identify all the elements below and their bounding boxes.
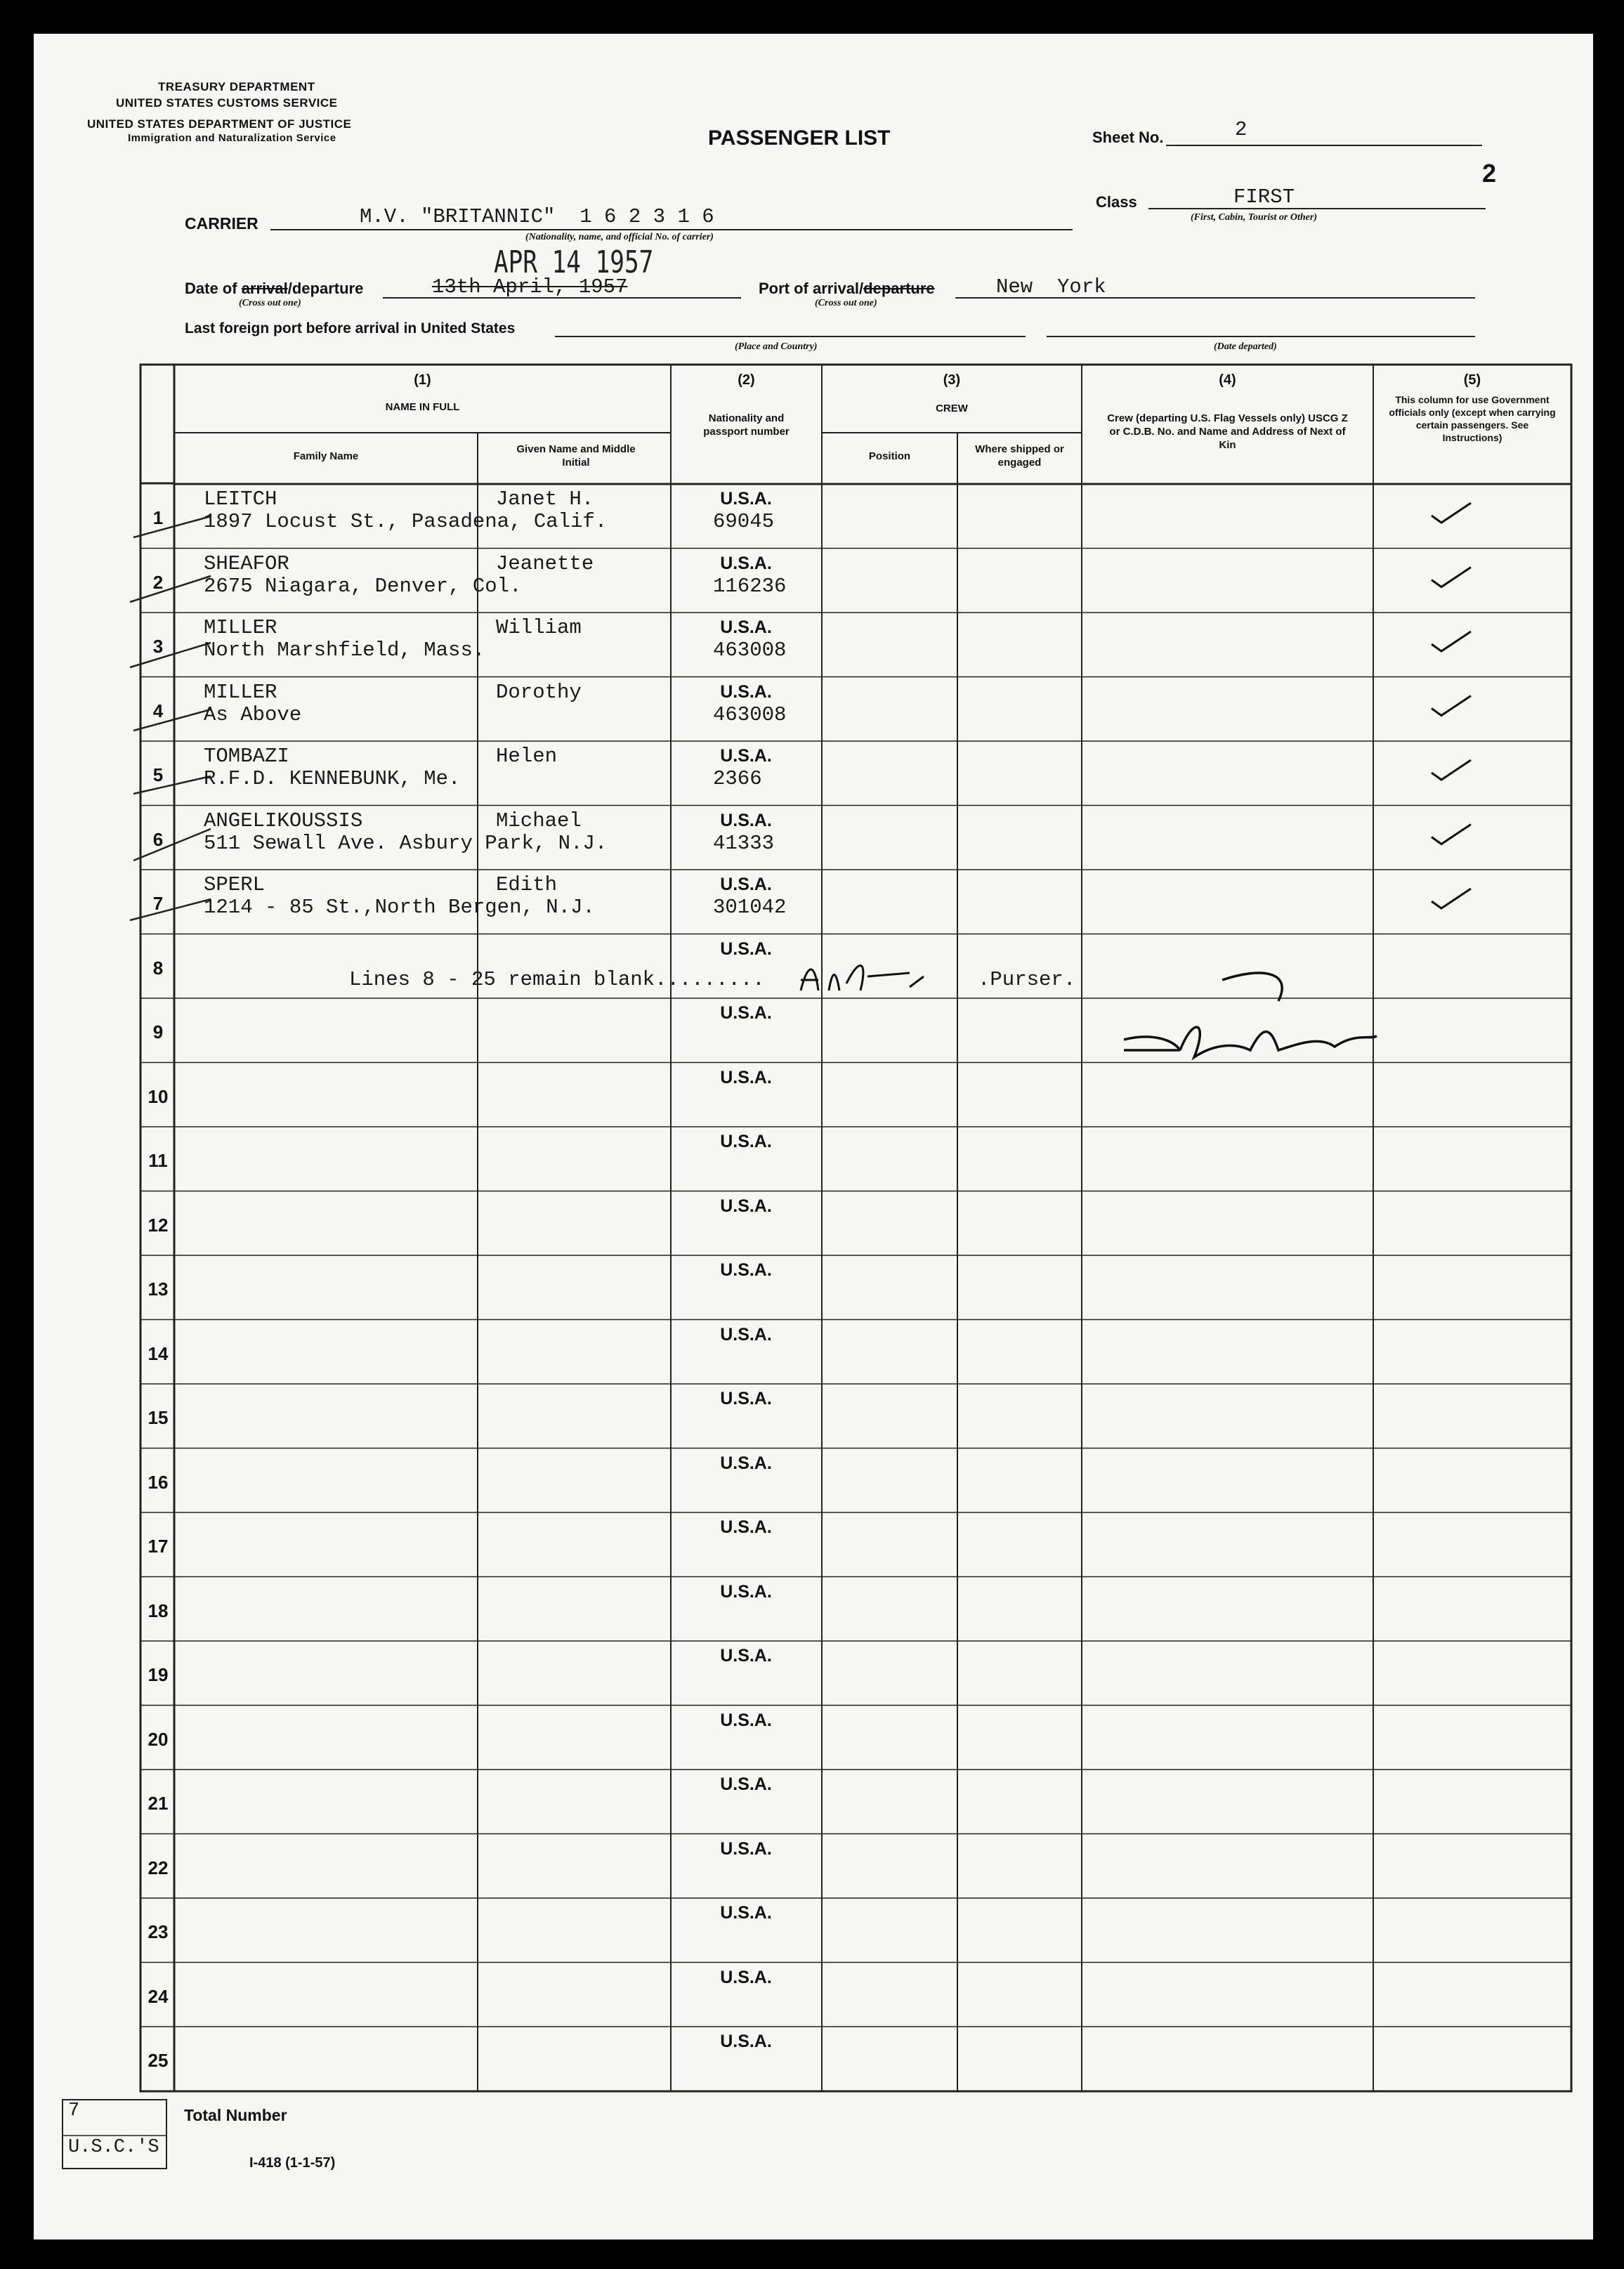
total-number-suffix: U.S.C.'S xyxy=(68,2137,159,2158)
line-number: 3 xyxy=(152,636,164,657)
nationality: U.S.A. xyxy=(720,553,772,573)
line-number: 8 xyxy=(152,957,164,979)
carrier-caption: (Nationality, name, and official No. of carrier) xyxy=(525,232,714,242)
sheet-underline xyxy=(1166,145,1482,146)
col3-title: CREW xyxy=(936,403,968,414)
line-number: 10 xyxy=(148,1085,169,1107)
agency-line-4: Immigration and Naturalization Service xyxy=(128,132,336,144)
passport-number: 463008 xyxy=(713,702,787,726)
col2-title: Nationality and passport number xyxy=(703,412,790,438)
family-name: SPERL xyxy=(204,873,266,896)
given-name-header: Given Name and Middle Initial xyxy=(516,443,636,469)
carrier-value: M.V. "BRITANNIC" 1 6 2 3 1 6 xyxy=(360,205,714,228)
agency-line-3: UNITED STATES DEPARTMENT OF JUSTICE xyxy=(87,117,352,131)
address: 2675 Niagara, Denver, Col. xyxy=(204,574,522,598)
date-departed-underline xyxy=(1047,336,1475,337)
port-value: New York xyxy=(996,275,1106,299)
address: North Marshfield, Mass. xyxy=(204,639,485,662)
line-number: 21 xyxy=(148,1793,169,1814)
sheet-label: Sheet No. xyxy=(1092,129,1164,146)
line-number: 11 xyxy=(148,1150,168,1171)
given-name: Michael xyxy=(496,809,582,832)
passport-number: 69045 xyxy=(713,510,775,533)
nationality: U.S.A. xyxy=(720,1646,772,1666)
class-label: Class xyxy=(1096,193,1137,211)
nationality: U.S.A. xyxy=(720,1774,772,1794)
nationality: U.S.A. xyxy=(720,1967,772,1987)
passport-number: 116236 xyxy=(713,574,787,598)
total-number-value: 7 xyxy=(68,2100,80,2121)
nationality: U.S.A. xyxy=(720,810,772,830)
family-name: SHEAFOR xyxy=(204,551,289,575)
date-departed-caption: (Date departed) xyxy=(1214,341,1277,352)
date-value: 13th April, 1957 xyxy=(432,275,628,299)
line-number: 13 xyxy=(148,1279,169,1300)
line-number: 25 xyxy=(148,2050,169,2071)
nationality: U.S.A. xyxy=(720,1003,772,1023)
given-name: Jeanette xyxy=(496,551,594,575)
agency-line-1: TREASURY DEPARTMENT xyxy=(158,80,315,93)
nationality: U.S.A. xyxy=(720,939,772,959)
address: As Above xyxy=(204,702,302,726)
remark-text: Lines 8 - 25 remain blank......... xyxy=(349,968,765,991)
class-underline xyxy=(1148,208,1486,209)
date-caption: (Cross out one) xyxy=(239,298,301,308)
sheet-value: 2 xyxy=(1235,118,1248,141)
class-value: FIRST xyxy=(1233,185,1295,209)
carrier-label: CARRIER xyxy=(185,214,258,233)
col4-title: Crew (departing U.S. Flag Vessels only) USCG Z or C.D.B. No. and Name and Address of Next of Kin xyxy=(1107,412,1348,451)
carrier-underline xyxy=(270,229,1073,230)
given-name: William xyxy=(496,616,582,639)
position-header: Position xyxy=(868,450,911,462)
line-number: 14 xyxy=(148,1342,169,1364)
last-port-underline xyxy=(555,336,1026,337)
address: 1214 - 85 St.,North Bergen, N.J. xyxy=(204,896,595,919)
col1-number: (1) xyxy=(414,372,431,388)
family-name: ANGELIKOUSSIS xyxy=(204,809,363,832)
nationality: U.S.A. xyxy=(720,681,772,702)
remark-suffix: .Purser. xyxy=(978,968,1076,991)
given-name: Dorothy xyxy=(496,680,582,704)
line-number: 2 xyxy=(152,571,164,593)
nationality: U.S.A. xyxy=(720,1581,772,1602)
line-number: 19 xyxy=(148,1664,169,1685)
col1-title: NAME IN FULL xyxy=(385,401,460,413)
line-number: 22 xyxy=(148,1857,169,1878)
nationality: U.S.A. xyxy=(720,1196,772,1216)
nationality: U.S.A. xyxy=(720,1132,772,1151)
nationality: U.S.A. xyxy=(720,2032,772,2051)
given-name: Helen xyxy=(496,745,558,768)
port-caption: (Cross out one) xyxy=(815,298,877,308)
nationality: U.S.A. xyxy=(720,1389,772,1408)
nationality: U.S.A. xyxy=(720,1710,772,1730)
col2-number: (2) xyxy=(738,372,755,388)
nationality: U.S.A. xyxy=(720,1453,772,1473)
family-name: LEITCH xyxy=(204,488,277,511)
line-number: 7 xyxy=(152,893,164,914)
total-number-label: Total Number xyxy=(184,2106,287,2124)
line-number: 15 xyxy=(148,1407,169,1428)
where-shipped-header: Where shipped or engaged xyxy=(975,443,1064,469)
passport-number: 301042 xyxy=(713,896,787,919)
address: 1897 Locust St., Pasadena, Calif. xyxy=(204,510,608,533)
col3-number: (3) xyxy=(943,372,961,388)
nationality: U.S.A. xyxy=(720,1260,772,1280)
class-caption: (First, Cabin, Tourist or Other) xyxy=(1191,212,1317,223)
corner-number: 2 xyxy=(1482,159,1497,188)
col5-number: (5) xyxy=(1463,372,1481,388)
line-number: 16 xyxy=(148,1471,169,1493)
line-number: 5 xyxy=(152,764,164,785)
nationality: U.S.A. xyxy=(720,1517,772,1537)
line-number: 12 xyxy=(148,1214,169,1236)
family-name: MILLER xyxy=(204,680,277,704)
nationality: U.S.A. xyxy=(720,1067,772,1087)
place-caption: (Place and Country) xyxy=(735,341,818,352)
line-number: 4 xyxy=(152,700,164,721)
agency-line-2: UNITED STATES CUSTOMS SERVICE xyxy=(116,96,338,110)
form-number: I-418 (1-1-57) xyxy=(249,2155,336,2171)
given-name: Janet H. xyxy=(496,488,594,511)
line-number: 18 xyxy=(148,1600,169,1621)
last-port-label: Last foreign port before arrival in United States xyxy=(185,320,516,336)
line-number: 24 xyxy=(148,1985,169,2007)
nationality: U.S.A. xyxy=(720,875,772,894)
col4-number: (4) xyxy=(1219,372,1236,388)
line-number: 9 xyxy=(152,1021,164,1042)
nationality: U.S.A. xyxy=(720,489,772,509)
family-name: MILLER xyxy=(204,616,277,639)
date-label: Date of arrival/departure xyxy=(185,280,364,297)
given-name: Edith xyxy=(496,873,558,896)
col5-title: This column for use Government officials only (except when carrying certain passengers. See Instructions) xyxy=(1389,394,1556,443)
address: 511 Sewall Ave. Asbury Park, N.J. xyxy=(204,831,608,855)
nationality: U.S.A. xyxy=(720,1903,772,1923)
line-number: 20 xyxy=(148,1728,169,1750)
family-name-header: Family Name xyxy=(293,450,359,462)
family-name: TOMBAZI xyxy=(204,745,289,768)
passport-number: 41333 xyxy=(713,831,775,855)
passport-number: 2366 xyxy=(713,767,762,790)
port-label: Port of arrival/departure xyxy=(759,280,935,297)
nationality: U.S.A. xyxy=(720,617,772,637)
received-date-stamp: APR 14 1957 xyxy=(494,244,654,280)
nationality: U.S.A. xyxy=(720,1838,772,1859)
line-number: 17 xyxy=(148,1536,169,1557)
address: R.F.D. KENNEBUNK, Me. xyxy=(204,767,461,790)
line-number: 23 xyxy=(148,1921,169,1942)
nationality: U.S.A. xyxy=(720,746,772,766)
line-number: 6 xyxy=(152,828,164,850)
passport-number: 463008 xyxy=(713,639,787,662)
nationality: U.S.A. xyxy=(720,1324,772,1345)
page-title: PASSENGER LIST xyxy=(708,126,891,150)
line-number: 1 xyxy=(152,507,164,528)
